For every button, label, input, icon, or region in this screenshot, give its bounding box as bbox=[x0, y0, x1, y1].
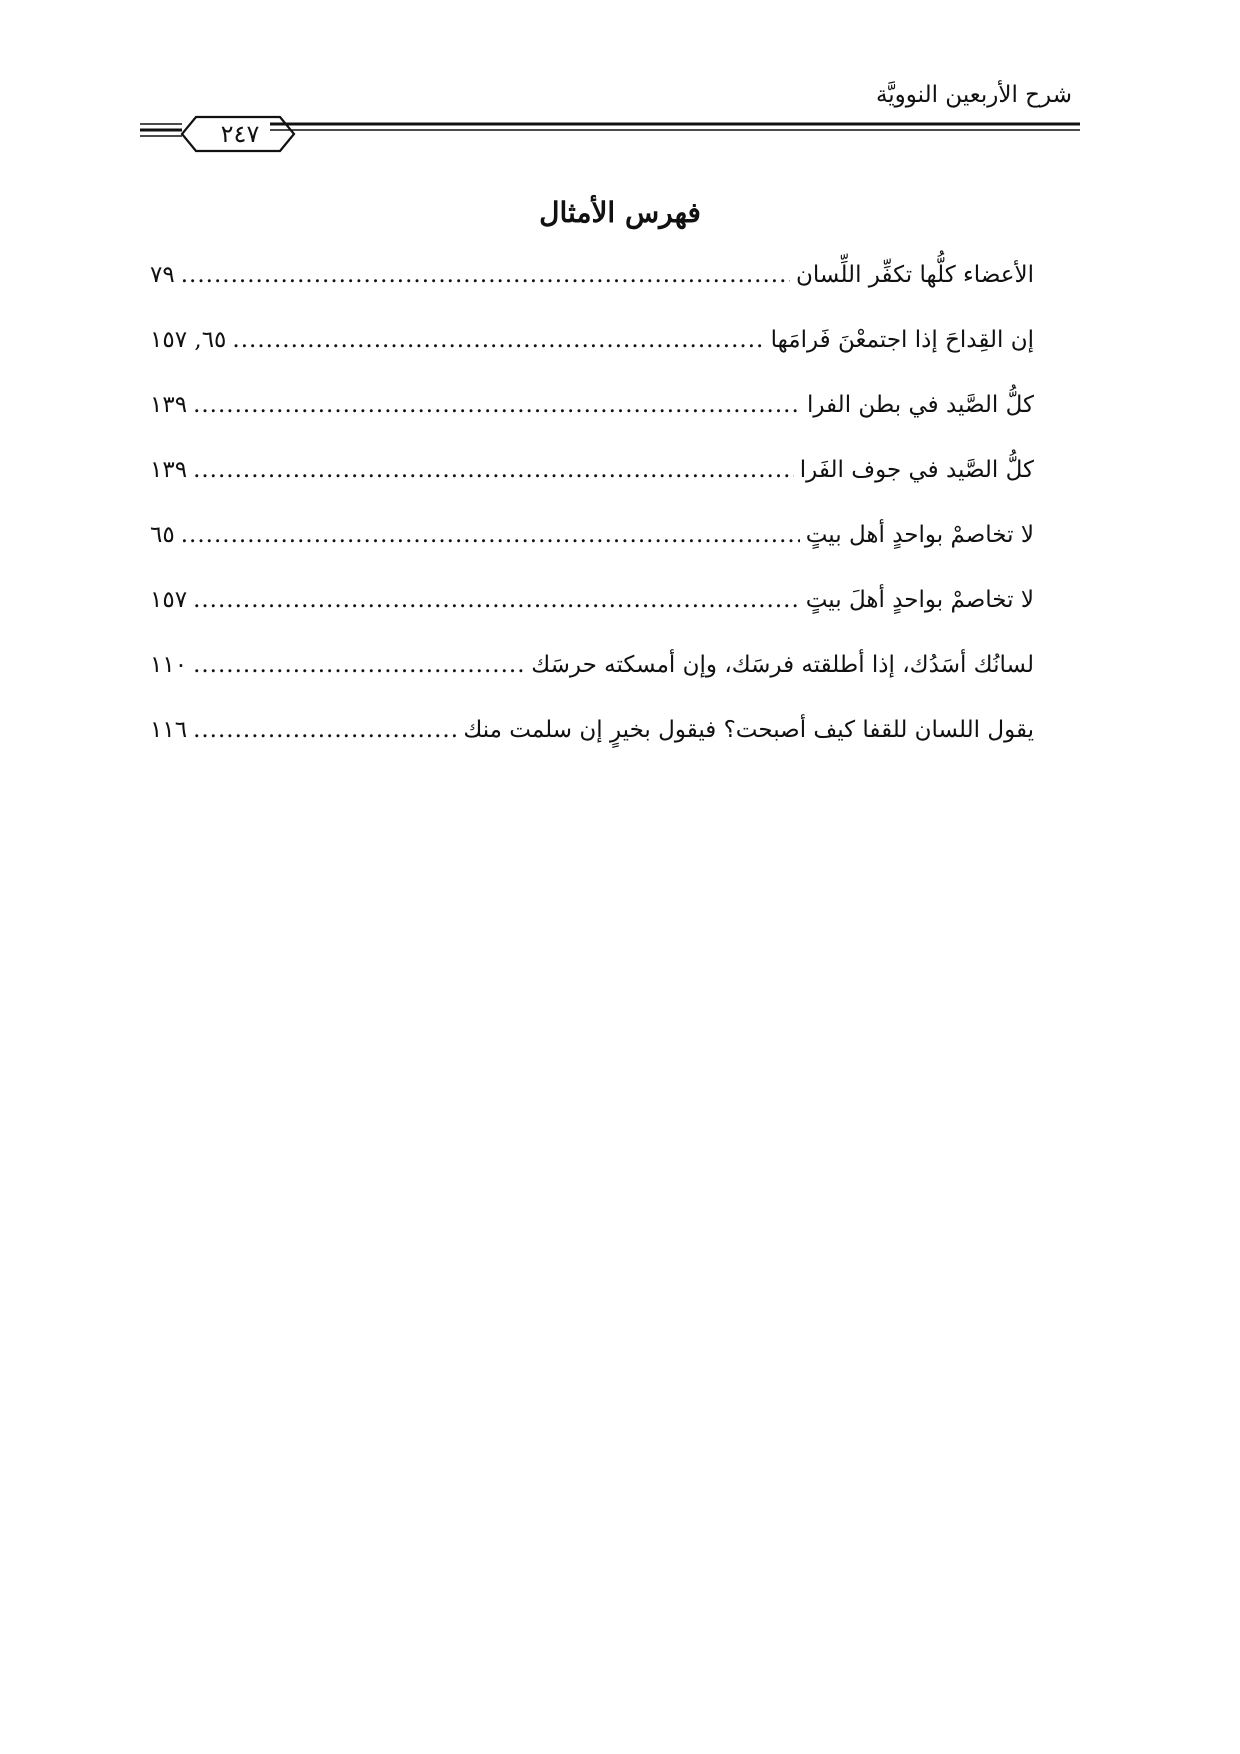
entry-text: إن القِداحَ إذا اجتمعْنَ فَرامَها bbox=[770, 327, 1034, 353]
entry-text: لسانُك أسَدُك، إذا أطلقته فرسَك، وإن أمسكته حرسَك bbox=[531, 652, 1034, 678]
index-entry bbox=[150, 717, 1034, 782]
entry-page-ref: ٦٥, ١٥٧ bbox=[150, 327, 227, 353]
dot-leader bbox=[193, 457, 794, 483]
entry-page-ref: ١١٦ bbox=[150, 717, 188, 743]
index-entry bbox=[150, 522, 1034, 587]
running-title: شرح الأربعين النوويَّة bbox=[875, 82, 1072, 108]
dot-leader bbox=[193, 392, 801, 418]
dot-leader bbox=[193, 587, 800, 613]
index-entry bbox=[150, 587, 1034, 652]
index-entry bbox=[150, 262, 1034, 327]
entry-text: يقول اللسان للقفا كيف أصبحت؟ فيقول بخيرٍ إن سلمت منك bbox=[463, 717, 1034, 743]
index-entry bbox=[150, 457, 1034, 522]
entry-text: كلُّ الصَّيد في بطن الفرا bbox=[806, 392, 1034, 418]
entry-text: لا تخاصمْ بواحدٍ أهل بيتٍ bbox=[805, 522, 1034, 548]
page-number: ٢٤٧ bbox=[220, 120, 260, 148]
section-title: فهرس الأمثال bbox=[539, 196, 701, 229]
index-entry bbox=[150, 327, 1034, 392]
dot-leader bbox=[232, 327, 764, 353]
entry-text: كلُّ الصَّيد في جوف الفَرا bbox=[799, 457, 1034, 483]
entry-page-ref: ١١٠ bbox=[150, 652, 188, 678]
index-entry bbox=[150, 392, 1034, 457]
entry-page-ref: ٧٩ bbox=[150, 262, 175, 288]
entry-page-ref: ١٣٩ bbox=[150, 457, 188, 483]
proverbs-index-list bbox=[150, 262, 1034, 782]
entry-page-ref: ٦٥ bbox=[150, 522, 175, 548]
dot-leader bbox=[193, 717, 457, 743]
entry-page-ref: ١٣٩ bbox=[150, 392, 188, 418]
entry-text: لا تخاصمْ بواحدٍ أهلَ بيتٍ bbox=[805, 587, 1034, 613]
dot-leader bbox=[181, 522, 800, 548]
dot-leader bbox=[193, 652, 525, 678]
entry-page-ref: ١٥٧ bbox=[150, 587, 188, 613]
dot-leader bbox=[181, 262, 790, 288]
entry-text: الأعضاء كلُّها تكفِّر اللِّسان bbox=[796, 262, 1034, 288]
index-entry bbox=[150, 652, 1034, 717]
